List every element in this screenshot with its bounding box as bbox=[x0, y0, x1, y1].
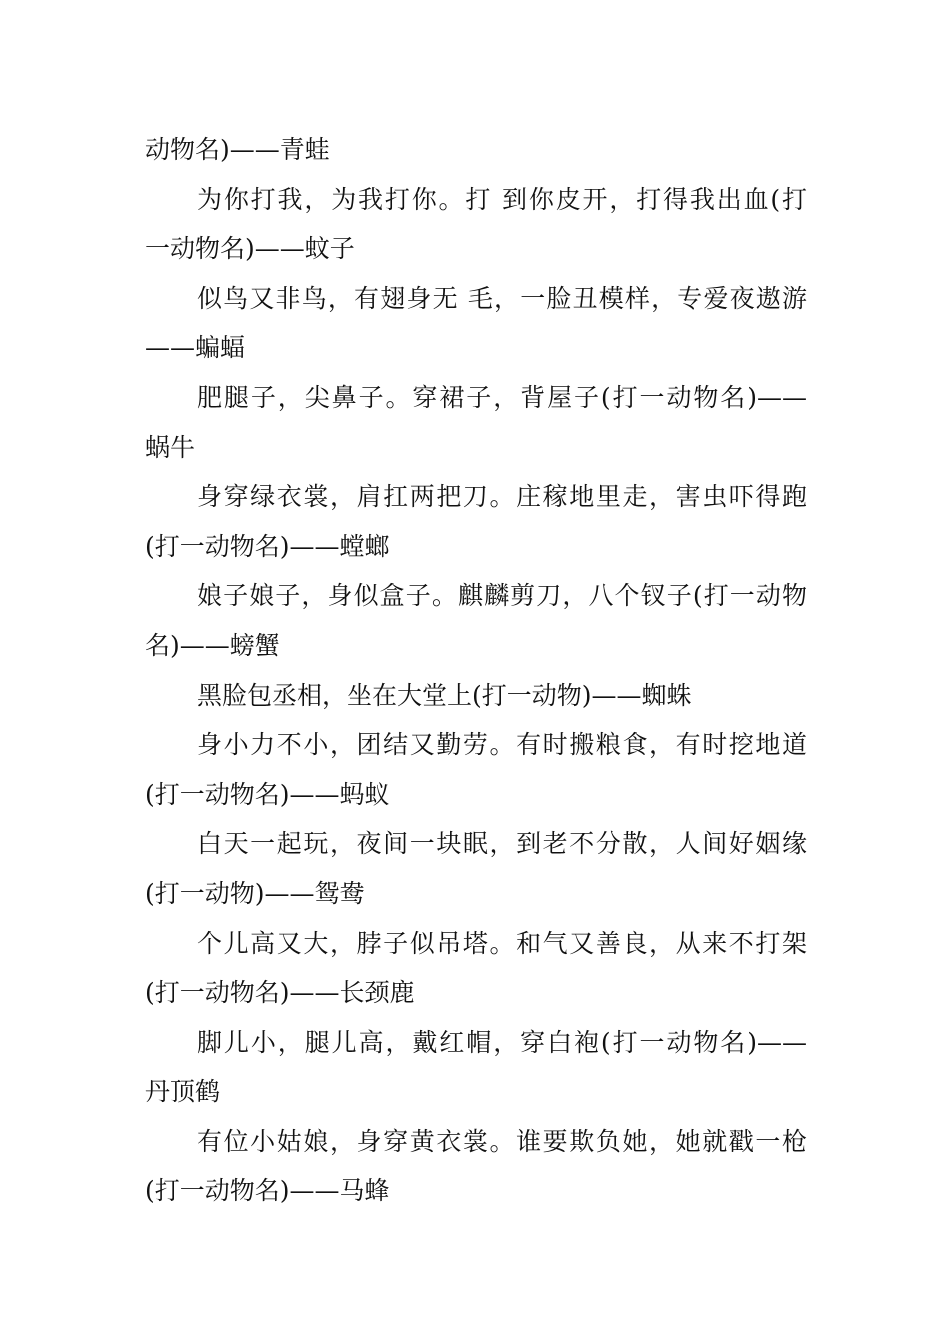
text-line: 娘子娘子，身似盒子。麒麟剪刀，八个钗子(打一动物 bbox=[197, 581, 807, 611]
text-line: ——蝙蝠 bbox=[145, 333, 246, 363]
text-line: 肥腿子，尖鼻子。穿裙子，背屋子(打一动物名)—— bbox=[197, 382, 807, 412]
text-line: (打一动物名)——蚂蚁 bbox=[145, 779, 390, 809]
text-line: 名)——螃蟹 bbox=[145, 630, 280, 660]
text-line: 一动物名)——蚊子 bbox=[145, 234, 355, 264]
text-line: 身穿绿衣裳，肩扛两把刀。庄稼地里走，害虫吓得跑 bbox=[197, 482, 807, 512]
text-line: 为你打我，为我打你。打 到你皮开，打得我出血(打 bbox=[197, 184, 807, 214]
text-line: (打一动物名)——马蜂 bbox=[145, 1176, 390, 1206]
text-line: (打一动物)——鸳鸯 bbox=[145, 878, 365, 908]
text-line: 个儿高又大，脖子似吊塔。和气又善良，从来不打架 bbox=[197, 928, 807, 958]
text-line: 似鸟又非鸟，有翅身无 毛，一脸丑模样，专爱夜遨游 bbox=[197, 283, 807, 313]
text-line: 白天一起玩，夜间一块眠，到老不分散，人间好姻缘 bbox=[197, 829, 807, 859]
text-line: 有位小姑娘，身穿黄衣裳。谁要欺负她，她就戳一枪 bbox=[197, 1126, 807, 1156]
text-line: 黑脸包丞相，坐在大堂上(打一动物)——蜘蛛 bbox=[197, 680, 692, 710]
text-line: 丹顶鹤 bbox=[145, 1077, 221, 1107]
text-line: 脚儿小，腿儿高，戴红帽，穿白袍(打一动物名)—— bbox=[197, 1027, 807, 1057]
text-line: 身小力不小，团结又勤劳。有时搬粮食，有时挖地道 bbox=[197, 730, 807, 760]
text-line: (打一动物名)——螳螂 bbox=[145, 531, 390, 561]
text-line: (打一动物名)——长颈鹿 bbox=[145, 978, 415, 1008]
document-page bbox=[145, 125, 807, 1216]
text-line: 蜗牛 bbox=[145, 432, 196, 462]
text-line: 动物名)——青蛙 bbox=[145, 135, 330, 164]
